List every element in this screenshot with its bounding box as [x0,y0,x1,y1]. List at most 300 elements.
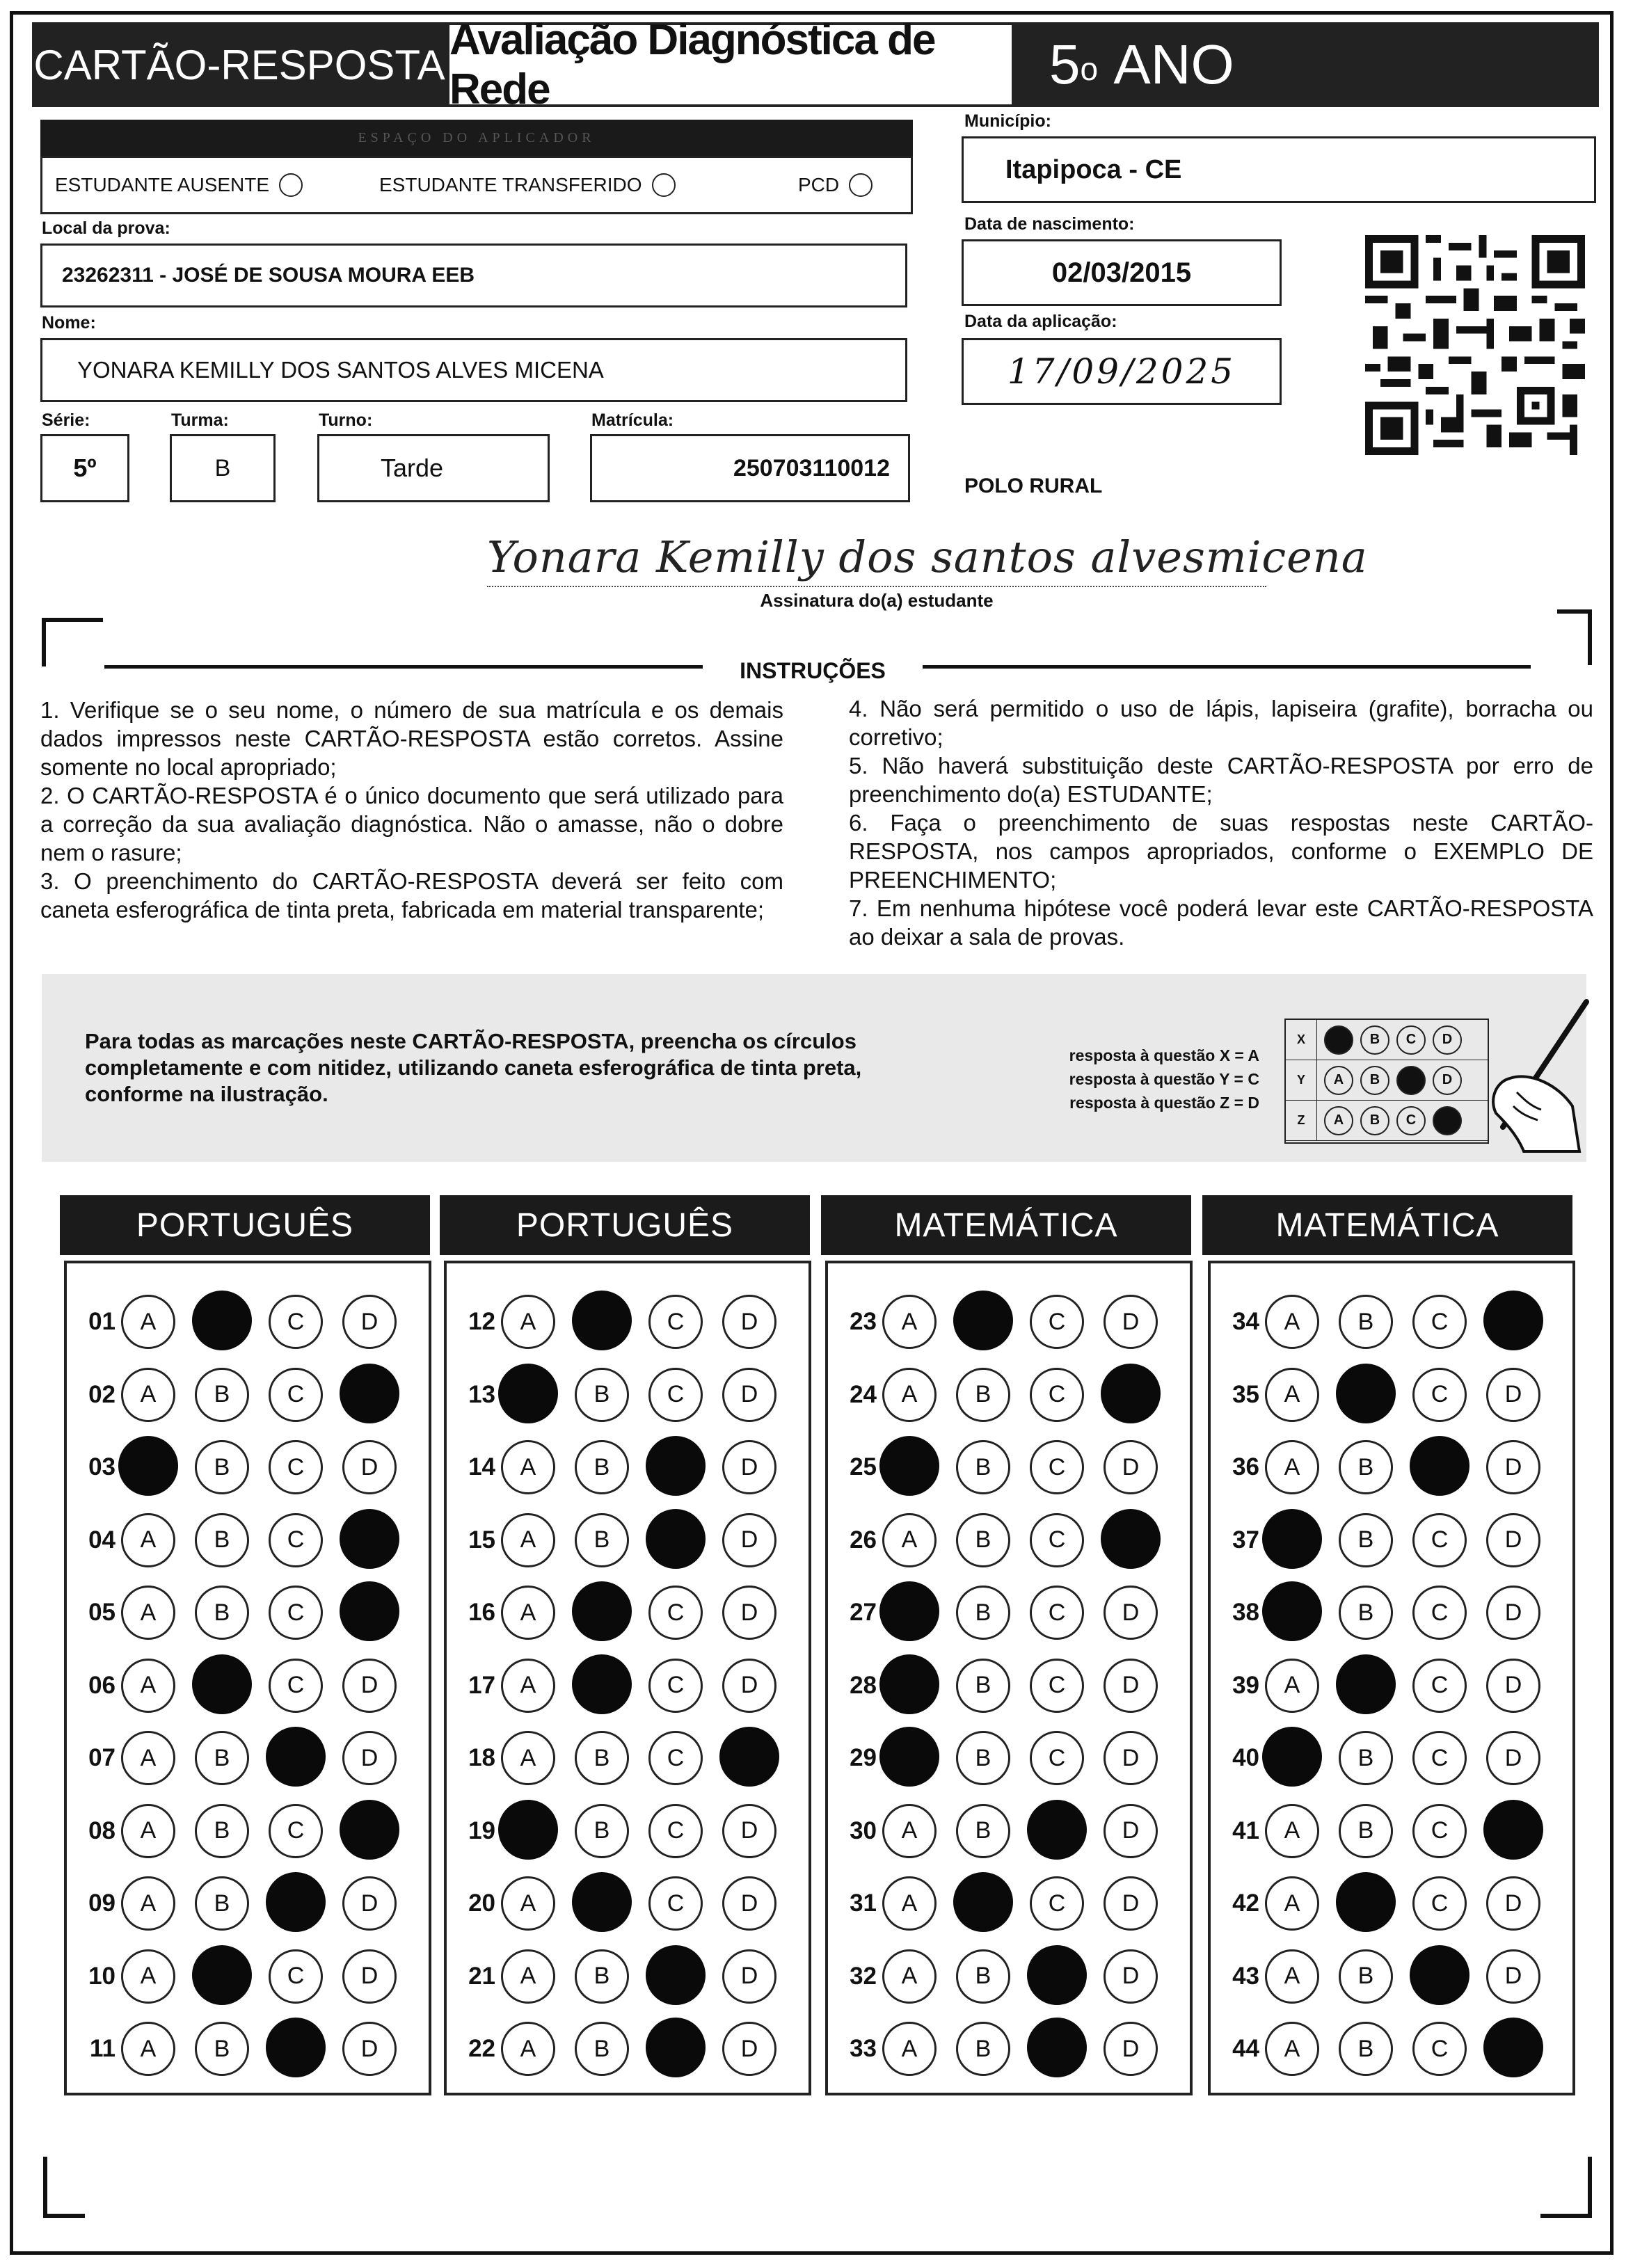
answer-bubble-d[interactable]: D [1104,1440,1158,1494]
example-bubble-b: B [1360,1066,1389,1095]
grade-ordinal: o [1080,51,1099,87]
answer-bubble-a[interactable] [879,1436,939,1496]
answer-bubble-d[interactable]: D [722,1586,776,1640]
answer-bubble-c[interactable] [1027,2018,1087,2077]
municipio-label: Município: [964,111,1051,131]
question-row [456,1366,796,1424]
answer-bubble-a[interactable]: A [1265,1440,1319,1494]
instruction-7: 7. Em nenhuma hipótese você poderá levar este CARTÃO-RESPOSTA ao deixar a sala de provas. [849,895,1593,950]
question-row [77,1729,416,1787]
question-row [77,1438,416,1496]
answer-bubble-b[interactable] [953,1872,1013,1932]
answer-bubble-c[interactable] [646,1436,706,1496]
corner-mark-br-h [1540,2214,1592,2218]
instructions-title: INSTRUÇÕES [740,658,886,683]
example-grid [1284,1019,1489,1144]
matricula-label: Matrícula: [591,410,674,430]
answer-bubble-d[interactable]: D [1486,1659,1540,1713]
question-number: 24 [850,1380,877,1408]
answer-bubble-a[interactable]: A [501,1659,555,1713]
absent-circle[interactable] [279,173,303,197]
section-answer-box-2 [444,1261,811,2095]
answer-bubble-a[interactable]: A [882,1295,937,1349]
application-date-label: Data da aplicação: [964,312,1117,331]
question-row [838,1511,1177,1570]
answer-bubble-a[interactable] [118,1436,178,1496]
question-number: 15 [468,1526,495,1554]
question-number: 43 [1232,1962,1259,1990]
answer-bubble-c[interactable]: C [269,1295,323,1349]
answer-bubble-d[interactable] [1483,1800,1543,1860]
answer-bubble-a[interactable]: A [882,1804,937,1858]
answer-bubble-b[interactable]: B [956,2022,1010,2076]
answer-bubble-d[interactable]: D [1486,1513,1540,1567]
answer-bubble-a[interactable] [498,1364,558,1423]
answer-bubble-a[interactable]: A [121,1586,175,1640]
answer-bubble-d[interactable]: D [722,1440,776,1494]
answer-bubble-d[interactable]: D [1104,1731,1158,1785]
answer-bubble-d[interactable] [1483,2018,1543,2077]
answer-bubble-b[interactable]: B [575,1440,629,1494]
answer-bubble-c[interactable]: C [1412,1876,1467,1931]
example-bubble-a: A [1324,1066,1353,1095]
answer-bubble-d[interactable]: D [1486,1440,1540,1494]
question-row [1220,1438,1560,1496]
answer-bubble-c[interactable]: C [1030,1731,1084,1785]
answer-bubble-b[interactable] [572,1291,632,1350]
answer-bubble-a[interactable]: A [1265,2022,1319,2076]
transferred-label: ESTUDANTE TRANSFERIDO [379,174,642,195]
question-number: 34 [1232,1308,1259,1335]
transferred-option[interactable] [379,173,676,197]
question-number: 03 [88,1453,115,1480]
answer-bubble-d[interactable]: D [722,1368,776,1422]
question-number: 27 [850,1599,877,1626]
question-row [1220,1293,1560,1351]
answer-bubble-b[interactable]: B [575,1368,629,1422]
question-number: 39 [1232,1671,1259,1699]
question-number: 41 [1232,1816,1259,1844]
answer-bubble-c[interactable]: C [1412,1731,1467,1785]
example-text: Para todas as marcações neste CARTÃO-RESPOSTA, preencha os círculos completamente e com nitidez, utilizando caneta esferográfica de tinta preta, conforme na ilustração. [85,1029,862,1106]
answer-bubble-b[interactable]: B [195,1368,249,1422]
answer-bubble-b[interactable]: B [956,1440,1010,1494]
answer-bubble-a[interactable]: A [501,1876,555,1931]
question-row [838,1366,1177,1424]
answer-bubble-a[interactable]: A [121,1295,175,1349]
answer-bubble-c[interactable]: C [1412,1513,1467,1567]
answer-bubble-c[interactable] [266,1727,326,1787]
answer-bubble-b[interactable] [572,1654,632,1714]
answer-bubble-b[interactable]: B [1339,1440,1393,1494]
answer-bubble-d[interactable] [340,1581,399,1641]
name-label: Nome: [42,313,96,333]
answer-bubble-c[interactable]: C [269,1586,323,1640]
question-row [1220,1874,1560,1933]
question-number: 19 [468,1816,495,1844]
answer-bubble-a[interactable] [1262,1581,1322,1641]
example-bubble-c: C [1396,1025,1426,1055]
turno-field: Tarde [317,434,550,502]
question-row [838,1874,1177,1933]
answer-bubble-c[interactable]: C [648,1295,703,1349]
question-row [838,1656,1177,1715]
answer-bubble-a[interactable]: A [882,1513,937,1567]
answer-bubble-b[interactable]: B [195,1731,249,1785]
turno-label: Turno: [319,410,373,430]
answer-bubble-d[interactable]: D [722,1876,776,1931]
question-row [456,1293,796,1351]
answer-bubble-c[interactable]: C [1412,1804,1467,1858]
answer-bubble-b[interactable] [572,1872,632,1932]
section-header-4: MATEMÁTICA [1202,1195,1572,1255]
answer-bubble-c[interactable]: C [1030,1586,1084,1640]
question-number: 32 [850,1962,877,1990]
grade-number: 5 [1049,33,1081,95]
answer-bubble-c[interactable]: C [269,1659,323,1713]
corner-mark-tl [42,618,46,666]
question-number: 10 [88,1962,115,1990]
question-number: 18 [468,1744,495,1771]
question-number: 08 [88,1816,115,1844]
student-signature: Yonara Kemilly dos santos alvesmicena [487,532,1368,582]
example-bubble-b: B [1360,1025,1389,1055]
answer-bubble-a[interactable]: A [1265,1949,1319,2004]
serie-label: Série: [42,410,90,430]
answer-bubble-d[interactable]: D [722,1295,776,1349]
answer-bubble-d[interactable]: D [342,1295,397,1349]
instructions-rule-left [104,665,703,669]
answer-bubble-c[interactable]: C [1412,2022,1467,2076]
application-date-field: 17/09/2025 [962,338,1282,405]
question-row [838,1947,1177,2006]
answer-bubble-a[interactable]: A [501,1295,555,1349]
question-row [77,1656,416,1715]
section-answer-box-4 [1208,1261,1575,2095]
question-number: 12 [468,1308,495,1335]
answer-bubble-c[interactable]: C [648,1586,703,1640]
example-legend [988,1044,1259,1115]
answer-bubble-c[interactable]: C [1412,1659,1467,1713]
answer-bubble-a[interactable]: A [1265,1295,1319,1349]
question-number: 37 [1232,1526,1259,1554]
answer-bubble-b[interactable]: B [1339,1949,1393,2004]
answer-bubble-d[interactable]: D [722,1804,776,1858]
answer-bubble-d[interactable]: D [1104,1876,1158,1931]
answer-bubble-b[interactable]: B [956,1586,1010,1640]
answer-bubble-b[interactable]: B [1339,1731,1393,1785]
answer-bubble-b[interactable]: B [195,2022,249,2076]
answer-bubble-a[interactable]: A [121,1659,175,1713]
question-row [838,1802,1177,1860]
answer-bubble-a[interactable]: A [121,1804,175,1858]
answer-bubble-d[interactable] [1101,1364,1161,1423]
question-number: 20 [468,1890,495,1917]
answer-bubble-c[interactable] [1410,1436,1469,1496]
question-number: 04 [88,1526,115,1554]
answer-bubble-b[interactable] [192,1945,252,2005]
answer-bubble-c[interactable]: C [648,1731,703,1785]
answer-bubble-a[interactable]: A [501,1949,555,2004]
answer-bubble-d[interactable]: D [1486,1949,1540,2004]
example-bubble-c [1396,1066,1426,1095]
answer-bubble-c[interactable]: C [269,1804,323,1858]
answer-bubble-b[interactable] [1336,1654,1396,1714]
answer-bubble-a[interactable] [879,1581,939,1641]
answer-bubble-a[interactable] [1262,1727,1322,1787]
question-row [456,1656,796,1715]
answer-bubble-b[interactable]: B [956,1513,1010,1567]
answer-bubble-a[interactable]: A [882,1949,937,2004]
answer-bubble-b[interactable]: B [956,1368,1010,1422]
municipio-field: Itapipoca - CE [962,136,1596,203]
answer-bubble-d[interactable]: D [722,1949,776,2004]
question-row [1220,2020,1560,2078]
section-answer-box-1 [64,1261,431,2095]
answer-bubble-c[interactable] [1410,1945,1469,2005]
answer-bubble-d[interactable]: D [722,2022,776,2076]
question-number: 30 [850,1816,877,1844]
question-number: 23 [850,1308,877,1335]
answer-bubble-d[interactable]: D [1104,1586,1158,1640]
question-number: 11 [90,2035,115,2062]
question-row [456,2020,796,2078]
turma-field: B [170,434,276,502]
answer-bubble-a[interactable]: A [121,1949,175,2004]
answer-bubble-b[interactable] [572,1581,632,1641]
answer-bubble-d[interactable]: D [342,1440,397,1494]
answer-bubble-c[interactable] [266,2018,326,2077]
answer-bubble-c[interactable]: C [648,1368,703,1422]
answer-bubble-d[interactable]: D [1104,1295,1158,1349]
answer-bubble-d[interactable]: D [1486,1586,1540,1640]
answer-bubble-b[interactable]: B [1339,2022,1393,2076]
answer-bubble-b[interactable]: B [1339,1586,1393,1640]
answer-bubble-b[interactable] [1336,1872,1396,1932]
answer-bubble-a[interactable]: A [501,2022,555,2076]
question-row [77,1947,416,2006]
answer-bubble-c[interactable]: C [1030,1295,1084,1349]
polo-label: POLO RURAL [964,474,1103,497]
pcd-option[interactable] [798,173,873,197]
answer-bubble-d[interactable] [340,1364,399,1423]
answer-bubble-d[interactable] [1101,1509,1161,1569]
question-number: 16 [468,1599,495,1626]
answer-bubble-b[interactable]: B [575,2022,629,2076]
answer-bubble-c[interactable]: C [648,1659,703,1713]
answer-bubble-a[interactable]: A [121,1731,175,1785]
answer-bubble-a[interactable]: A [882,1368,937,1422]
question-number: 25 [850,1453,877,1480]
question-number: 21 [468,1962,495,1990]
transferred-circle[interactable] [652,173,676,197]
serie-field: 5º [40,434,129,502]
answer-bubble-c[interactable]: C [269,1440,323,1494]
answer-bubble-b[interactable]: B [1339,1804,1393,1858]
answer-bubble-c[interactable] [1027,1800,1087,1860]
question-number: 22 [468,2035,495,2062]
answer-bubble-c[interactable]: C [269,1513,323,1567]
answer-bubble-a[interactable]: A [882,2022,937,2076]
answer-bubble-b[interactable]: B [1339,1513,1393,1567]
answer-bubble-a[interactable]: A [882,1876,937,1931]
answer-bubble-a[interactable]: A [121,2022,175,2076]
answer-bubble-b[interactable]: B [575,1949,629,2004]
answer-bubble-d[interactable] [340,1509,399,1569]
corner-mark-bl [43,2157,47,2218]
question-number: 31 [850,1890,877,1917]
answer-bubble-c[interactable] [646,2018,706,2077]
answer-bubble-c[interactable]: C [1030,1659,1084,1713]
birthdate-label: Data de nascimento: [964,214,1135,234]
question-row [1220,1729,1560,1787]
question-number: 06 [88,1671,115,1699]
example-bubble-d: D [1433,1025,1462,1055]
answer-bubble-b[interactable] [192,1654,252,1714]
answer-bubble-c[interactable] [266,1872,326,1932]
pcd-circle[interactable] [849,173,873,197]
answer-bubble-b[interactable]: B [195,1586,249,1640]
answer-bubble-c[interactable]: C [648,1876,703,1931]
answer-bubble-a[interactable]: A [121,1368,175,1422]
question-row [1220,1947,1560,2006]
answer-bubble-b[interactable] [192,1291,252,1350]
answer-bubble-a[interactable] [879,1727,939,1787]
answer-bubble-c[interactable] [646,1509,706,1569]
answer-bubble-a[interactable]: A [501,1586,555,1640]
corner-mark-br [1588,2157,1592,2218]
example-row [1286,1060,1488,1101]
example-row [1286,1020,1488,1060]
answer-bubble-b[interactable]: B [575,1513,629,1567]
answer-bubble-d[interactable]: D [1486,1876,1540,1931]
answer-bubble-c[interactable]: C [1030,1440,1084,1494]
example-legend-z: resposta à questão Z = D [1069,1094,1259,1112]
answer-bubble-c[interactable] [646,1945,706,2005]
answer-bubble-d[interactable]: D [342,1876,397,1931]
answer-bubble-a[interactable]: A [1265,1876,1319,1931]
answer-bubble-b[interactable] [953,1291,1013,1350]
answer-bubble-b[interactable]: B [956,1731,1010,1785]
answer-bubble-a[interactable]: A [501,1513,555,1567]
question-number: 36 [1232,1453,1259,1480]
answer-bubble-a[interactable]: A [1265,1659,1319,1713]
answer-bubble-a[interactable]: A [1265,1804,1319,1858]
instruction-2: 2. O CARTÃO-RESPOSTA é o único documento que será utilizado para a correção da sua avaliação diagnóstica. Não o amasse, não o dobre nem o rasure; [40,783,783,865]
question-number: 35 [1232,1380,1259,1408]
answer-bubble-d[interactable]: D [1104,2022,1158,2076]
question-number: 13 [468,1380,495,1408]
instruction-5: 5. Não haverá substituição deste CARTÃO-RESPOSTA por erro de preenchimento do(a) ESTUDANTE; [849,753,1593,807]
answer-bubble-d[interactable]: D [1104,1659,1158,1713]
answer-bubble-d[interactable] [1483,1291,1543,1350]
question-row [456,1947,796,2006]
example-row-key: Y [1286,1060,1317,1100]
answer-bubble-d[interactable] [340,1800,399,1860]
answer-bubble-b[interactable]: B [195,1513,249,1567]
answer-bubble-d[interactable]: D [342,1731,397,1785]
answer-bubble-a[interactable]: A [121,1876,175,1931]
answer-bubble-b[interactable]: B [1339,1295,1393,1349]
answer-bubble-c[interactable]: C [1412,1368,1467,1422]
question-row [456,1802,796,1860]
answer-bubble-c[interactable]: C [1030,1368,1084,1422]
answer-bubble-d[interactable]: D [342,2022,397,2076]
answer-bubble-d[interactable]: D [342,1659,397,1713]
section-header-2: PORTUGUÊS [440,1195,810,1255]
answer-bubble-a[interactable]: A [501,1440,555,1494]
instruction-3: 3. O preenchimento do CARTÃO-RESPOSTA deverá ser feito com caneta esferográfica de tinta preta, fabricada em material transparente; [40,868,783,923]
answer-bubble-d[interactable]: D [722,1513,776,1567]
answer-bubble-d[interactable]: D [342,1949,397,2004]
answer-bubble-a[interactable] [879,1654,939,1714]
answer-bubble-b[interactable]: B [575,1804,629,1858]
answer-bubble-c[interactable]: C [269,1368,323,1422]
name-field: YONARA KEMILLY DOS SANTOS ALVES MICENA [40,338,907,402]
answer-bubble-a[interactable]: A [1265,1368,1319,1422]
grade-word: ANO [1113,33,1234,95]
instructions-left [40,696,783,924]
assessment-title: Avaliação Diagnóstica de Rede [447,22,1014,107]
answer-bubble-b[interactable]: B [195,1440,249,1494]
answer-bubble-a[interactable]: A [121,1513,175,1567]
question-row [456,1874,796,1933]
question-number: 29 [850,1744,877,1771]
question-row [77,1293,416,1351]
example-row-key: Z [1286,1101,1317,1140]
answer-bubble-c[interactable]: C [1030,1876,1084,1931]
question-row [456,1511,796,1570]
answer-bubble-b[interactable]: B [575,1731,629,1785]
answer-bubble-a[interactable]: A [501,1731,555,1785]
answer-bubble-d[interactable]: D [1104,1949,1158,2004]
answer-bubble-d[interactable]: D [1104,1804,1158,1858]
answer-bubble-a[interactable] [1262,1509,1322,1569]
absent-option[interactable] [55,173,303,197]
example-bubble-b: B [1360,1106,1389,1135]
answer-bubble-d[interactable]: D [722,1659,776,1713]
answer-bubble-c[interactable] [1027,1945,1087,2005]
question-number: 42 [1232,1890,1259,1917]
example-row [1286,1101,1488,1141]
answer-bubble-c[interactable]: C [1412,1586,1467,1640]
pcd-label: PCD [798,174,840,195]
answer-bubble-d[interactable]: D [1486,1368,1540,1422]
question-row [1220,1511,1560,1570]
answer-bubble-b[interactable]: B [195,1876,249,1931]
answer-bubble-c[interactable]: C [269,1949,323,2004]
question-row [77,1802,416,1860]
answer-bubble-c[interactable]: C [1030,1513,1084,1567]
answer-bubble-c[interactable]: C [648,1804,703,1858]
question-row [838,1438,1177,1496]
instruction-1: 1. Verifique se o seu nome, o número de sua matrícula e os demais dados impressos neste CARTÃO-RESPOSTA estão corretos. Assine somente no local apropriado; [40,697,783,780]
example-row-key: X [1286,1020,1317,1060]
answer-bubble-d[interactable] [719,1727,779,1787]
question-number: 40 [1232,1744,1259,1771]
example-legend-y: resposta à questão Y = C [1069,1070,1259,1088]
answer-bubble-d[interactable]: D [1486,1731,1540,1785]
answer-bubble-b[interactable]: B [956,1949,1010,2004]
answer-bubble-b[interactable] [1336,1364,1396,1423]
answer-bubble-c[interactable]: C [1412,1295,1467,1349]
question-row [77,1874,416,1933]
section-answer-box-3 [825,1261,1193,2095]
answer-bubble-a[interactable] [498,1800,558,1860]
answer-bubble-b[interactable]: B [956,1659,1010,1713]
answer-bubble-b[interactable]: B [956,1804,1010,1858]
answer-bubble-b[interactable]: B [195,1804,249,1858]
